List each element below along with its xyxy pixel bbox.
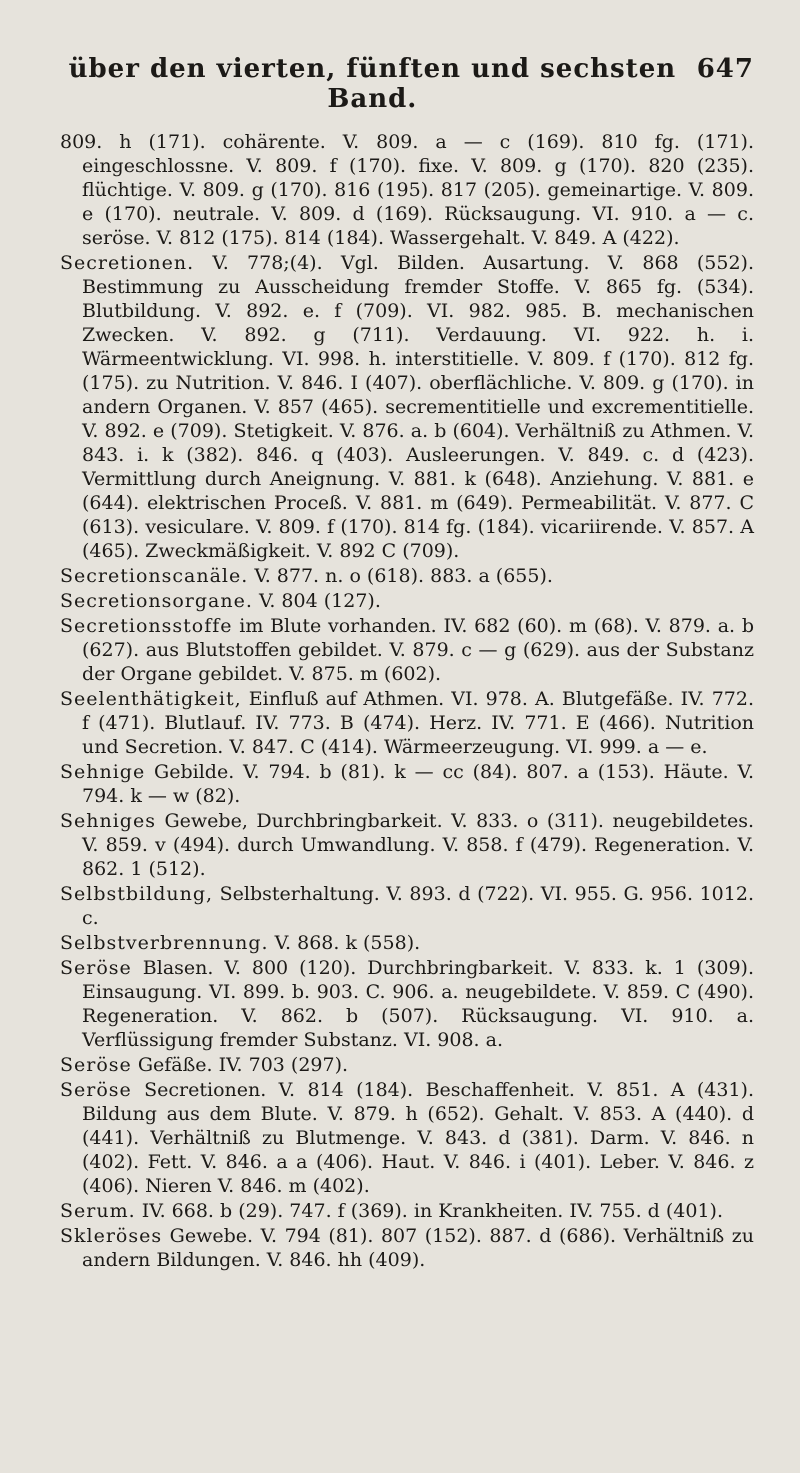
entry-head: Secretionen. (60, 252, 195, 274)
index-entry-selbstverbrennung (60, 931, 754, 955)
index-entry-sehnige (60, 760, 754, 808)
entry-head: Sehnige (60, 761, 146, 783)
index-entry-seroese-blasen (60, 956, 754, 1052)
entry-head: Secretionsorgane. (60, 590, 253, 612)
index-entry-secretionsstoffe (60, 614, 754, 686)
index-entry-secretionen (60, 251, 754, 563)
entry-text: Blasen. V. 800 (120). Durchbringbarkeit. V. 833. k. 1 (309). Einsaugung. VI. 899. b. 903. C. 906. a. neugebildete. V. 859. C (490). Regeneration. V. 862. b (507). Rücksaugung. VI. 910. a. Verflüssigung fremder Substanz. VI. 908. a. (82, 957, 754, 1051)
index-entry-selbstbildung (60, 882, 754, 930)
entry-text: V. 804 (127). (258, 590, 381, 612)
index-entry-continuation (60, 130, 754, 250)
index-entry-skleroeses (60, 1224, 754, 1272)
entry-text: Gewebe, Durchbringbarkeit. V. 833. o (311). neugebildetes. V. 859. v (494). durch Umwandlung. V. 858. f (479). Regeneration. V. 862. 1 (512). (82, 810, 754, 880)
index-entry-seelenthaetigkeit (60, 687, 754, 759)
index-entry-seroese-secretionen (60, 1078, 754, 1198)
entry-head: Seröse (60, 1054, 132, 1076)
entry-text: IV. 668. b (29). 747. f (369). in Krankheiten. IV. 755. d (401). (141, 1200, 724, 1222)
entry-text: Secretionen. V. 814 (184). Beschaffenheit. V. 851. A (431). Bildung aus dem Blute. V. 879. h (652). Gehalt. V. 853. A (440). d (441). Verhältniß zu Blutmenge. V. 843. d (381). Darm. V. 846. n (402). Fett. V. 846. a a (406). Haut. V. 846. i (401). Leber. V. 846. z (406). Nieren V. 846. m (402). (82, 1079, 754, 1197)
index-entry-secretionsorgane (60, 589, 754, 613)
index-entries (60, 130, 754, 1272)
entry-head: Seelenthätigkeit, (60, 688, 242, 710)
entry-head: Secretionsstoffe (60, 615, 233, 637)
index-entry-secretionscanaele (60, 564, 754, 588)
entry-head: Selbstbildung, (60, 883, 214, 905)
running-head (60, 54, 754, 114)
running-head-title: über den vierten, fünften und sechsten Band. (68, 54, 677, 114)
entry-text: V. 868. k (558). (274, 932, 421, 954)
index-entry-seroese-gefaesse (60, 1053, 754, 1077)
entry-text: V. 778;(4). Vgl. Bilden. Ausartung. V. 868 (552). Bestimmung zu Ausscheidung fremder Stoffe. V. 865 fg. (534). Blutbildung. V. 892. e. f (709). VI. 982. 985. B. mechanischen Zwecken. V. 892. g (711). Verdauung. VI. 922. h. i. Wärmeentwicklung. VI. 998. h. interstitielle. V. 809. f (170). 812 fg. (175). zu Nutrition. V. 846. I (407). oberflächliche. V. 809. g (170). in andern Organen. V. 857 (465). secrementitielle und excrementitielle. V. 892. e (709). Stetigkeit. V. 876. a. b (604). Verhältniß zu Athmen. V. 843. i. k (382). 846. q (403). Ausleerungen. V. 849. c. d (423). Vermittlung durch Aneignung. V. 881. k (648). Anziehung. V. 881. e (644). elektrischen Proceß. V. 881. m (649). Permeabilität. V. 877. C (613). vesiculare. V. 809. f (170). 814 fg. (184). vicariirende. V. 857. A (465). Zweckmäßigkeit. V. 892 C (709). (82, 252, 754, 562)
entry-head: Secretionscanäle. (60, 565, 249, 587)
entry-text: im Blute vorhanden. IV. 682 (60). m (68). V. 879. a. b (627). aus Blutstoffen gebildet. V. 879. c — g (629). aus der Substanz der Organe gebildet. V. 875. m (602). (82, 615, 754, 685)
entry-text: Einfluß auf Athmen. VI. 978. A. Blutgefäße. IV. 772. f (471). Blutlauf. IV. 773. B (474). Herz. IV. 771. E (466). Nutrition und Secretion. V. 847. C (414). Wärmeerzeugung. VI. 999. a — e. (82, 688, 754, 758)
entry-head: Serum. (60, 1200, 136, 1222)
entry-text: 809. h (171). cohärente. V. 809. a — c (169). 810 fg. (171). eingeschlossne. V. 809. f (170). fixe. V. 809. g (170). 820 (235). flüchtige. V. 809. g (170). 816 (195). 817 (205). gemeinartige. V. 809. e (170). neutrale. V. 809. d (169). Rücksaugung. VI. 910. a — c. seröse. V. 812 (175). 814 (184). Wassergehalt. V. 849. A (422). (60, 131, 754, 249)
entry-text: Gewebe. V. 794 (81). 807 (152). 887. d (686). Verhältniß zu andern Bildungen. V. 846. hh (409). (82, 1225, 754, 1271)
entry-text: V. 877. n. o (618). 883. a (655). (254, 565, 553, 587)
entry-head: Seröse (60, 957, 132, 979)
entry-head: Selbstverbrennung. (60, 932, 269, 954)
entry-head: Skleröses (60, 1225, 163, 1247)
entry-text: Gefäße. IV. 703 (297). (137, 1054, 349, 1076)
index-entry-sehniges (60, 809, 754, 881)
index-entry-serum (60, 1199, 754, 1223)
entry-text: Selbsterhaltung. V. 893. d (722). VI. 955. G. 956. 1012. c. (82, 883, 754, 929)
entry-head: Sehniges (60, 810, 156, 832)
entry-text: Gebilde. V. 794. b (81). k — cc (84). 807. a (153). Häute. V. 794. k — w (82). (82, 761, 754, 807)
page-number: 647 (696, 54, 754, 84)
entry-head: Seröse (60, 1079, 132, 1101)
